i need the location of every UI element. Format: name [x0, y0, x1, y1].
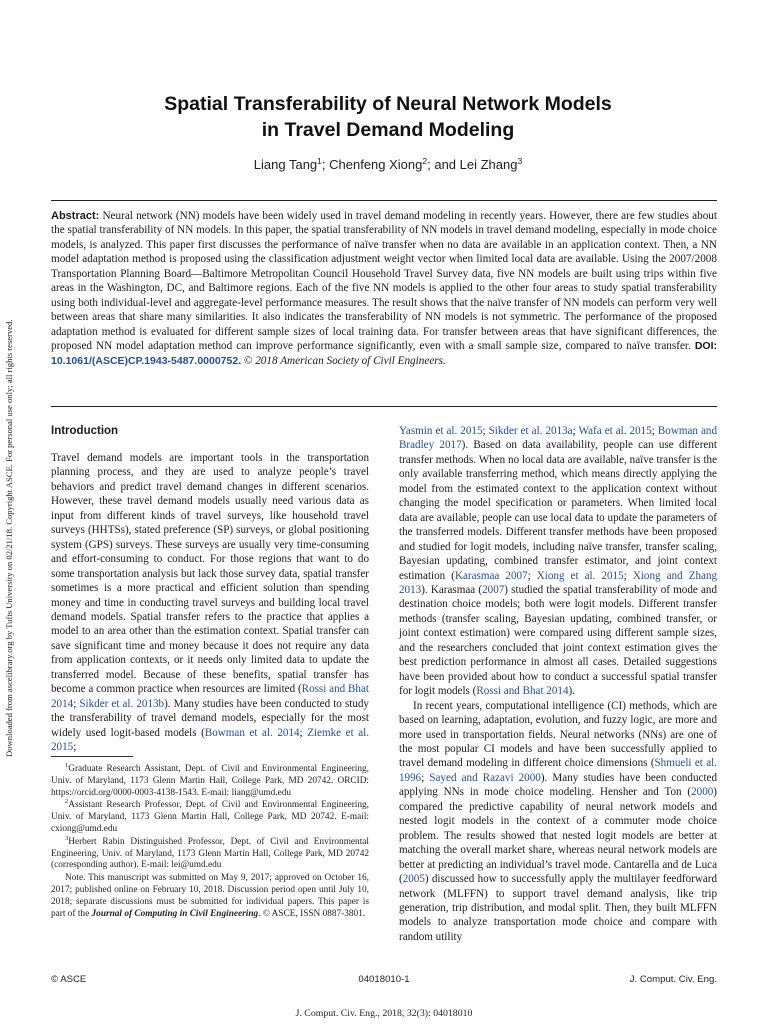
- body-text: ;: [527, 569, 537, 582]
- footnote-author-2: [51, 800, 369, 835]
- citation-link[interactable]: Bowman et al. 2014: [204, 726, 300, 739]
- author-name: Lei Zhang: [459, 157, 518, 172]
- abstract-top-rule: [51, 200, 717, 201]
- citation-line: J. Comput. Civ. Eng., 2018, 32(3): 04018010: [295, 1008, 473, 1019]
- doi-label: DOI:: [694, 340, 718, 353]
- citation-link[interactable]: Wafa et al. 2015: [578, 425, 652, 437]
- body-text: ;: [572, 425, 579, 437]
- paper-title: [60, 91, 716, 143]
- citation-link[interactable]: Sayed and Razavi 2000: [429, 771, 541, 784]
- abstract-copyright: © 2018 American Society of Civil Engineers.: [243, 354, 446, 367]
- author-separator: ;: [321, 157, 330, 172]
- body-text: ) compared the predictive capability of neural network models and nested logit models in the context of a commuter mode choice problem. The results showed that nested logit models are better at matching the overall market share, whereas neural network models are better at predicting an individual’s travel mode. Cantarella and de Luca (: [399, 786, 717, 886]
- journal-name: Journal of Computing in Civil Engineering: [91, 908, 259, 919]
- abstract-text: Neural network (NN) models have been widely used in travel demand modeling in recently years. However, there are few studies about the spatial transferability of NN models. In this paper, the spatial transferability of NN models in travel demand modeling, especially in mode choice models, is analyzed. This paper first discusses the performance of naïve transfer when no data are available in an application context. Then, a NN model adaptation method is proposed using the classification adjustment weight vector when limited local data are available. Using the 2007/2008 Transportation Planning Board—Baltimore Metropolitan Council Household Travel Survey data, five NN models are built using trips within five areas in the Washington, DC, and Baltimore regions. Each of the five NN models is applied to the other four areas to study spatial transferability using both individual-level and aggregate-level performance measures. The result shows that the naïve transfer of NN models can perform very well between areas that share many similarities. It also indicates the transferability of NN models is not symmetric. The performance of the proposed adaptation method is evaluated for different sample sizes of local training data. For transfer between areas that have significant differences, the proposed NN model adaptation method can improve performance significantly, even with a small sample size, compared to naïve transfer.: [51, 210, 717, 353]
- citation-link[interactable]: Rossi and Bhat 2014: [476, 685, 569, 698]
- citation-link[interactable]: Xiong et al. 2015: [536, 569, 624, 582]
- abstract-label: Abstract:: [51, 210, 100, 222]
- citation-link[interactable]: Bowman and Bradley 2017: [399, 425, 717, 452]
- download-notice: Downloaded from ascelibrary.org by Tufts University on 02/21/18. Copyright ASCE. For personal use only; all rights reserved.: [4, 319, 14, 757]
- author-affiliation-mark: 2: [422, 156, 428, 166]
- footnote-text: Assistant Research Professor, Dept. of Civil and Environmental Engineering, Univ. of Maryland, 1173 Glenn Martin Hall, College Park, MD 20742. E-mail: cxiong@umd.edu: [51, 800, 369, 834]
- footer-publisher: © ASCE: [51, 974, 87, 985]
- body-text: ). Many studies have been conducted to study the transferability of travel demand models, especially for the most widely used logit-based models (: [51, 697, 369, 739]
- footnotes: [51, 764, 369, 921]
- body-text: ;: [73, 697, 80, 710]
- author-list: [60, 156, 716, 174]
- page-footer: [51, 974, 717, 988]
- footer-page-id: 04018010-1: [358, 974, 410, 985]
- abstract: [51, 209, 717, 368]
- author-name: Liang Tang: [253, 157, 318, 172]
- section-heading-introduction: Introduction: [51, 425, 119, 437]
- body-text: ). Based on data availability, people can use different transfer methods. When no local data are available, naïve transfer is the only available transferring method, which means directly applying the model from the estimated context to the application context without changing the model specification or parameters. When limited local data are available, people can use local data to update the parameters of the transferred models. Different transfer methods have been proposed and studied for logit models, including naïve transfer, transfer scaling, Bayesian updating, combined transfer estimator, and joint context estimation (: [399, 439, 717, 582]
- body-text: ).: [568, 685, 575, 698]
- title-line-1: Spatial Transferability of Neural Network Models: [164, 93, 612, 115]
- abstract-bottom-rule: [51, 406, 717, 407]
- intro-paragraph-3: [399, 699, 717, 945]
- title-line-2: in Travel Demand Modeling: [261, 119, 515, 141]
- left-column: [51, 424, 369, 755]
- citation-link[interactable]: Shmueli et al. 1996: [399, 757, 717, 784]
- author-name: Chenfeng Xiong: [329, 157, 423, 172]
- citation-link[interactable]: Xiong and Zhang 2013: [399, 569, 718, 596]
- body-text: ;: [651, 425, 658, 437]
- author-separator: ; and: [427, 157, 460, 172]
- footnote-author-3: [51, 834, 369, 872]
- citation-link[interactable]: Yasmin et al. 2015: [399, 425, 483, 437]
- body-text: ;: [421, 771, 430, 784]
- body-text: ;: [73, 741, 77, 754]
- footnote-mark: 3: [65, 834, 69, 842]
- citation-link[interactable]: Ziemke et al. 2015: [51, 726, 369, 754]
- footnote-author-1: [51, 764, 369, 799]
- body-text: ;: [482, 425, 489, 437]
- citation-link[interactable]: 2005: [402, 873, 425, 886]
- body-text: ;: [623, 569, 633, 582]
- body-text: ) discussed how to successfully apply the multilayer feedforward network (MLFFN) to support travel demand analysis, like trip generation, trip distribution, and modal split. Then, they built MLFFN models to analyze transportation mode choice and compare with random utility: [399, 873, 717, 943]
- footnote-rule: [51, 756, 133, 757]
- body-text: ). Many studies have been conducted applying NNs in mode choice modeling. Hensher and Ton (: [399, 771, 717, 799]
- author-affiliation-mark: 1: [317, 156, 322, 166]
- doi-link[interactable]: 10.1061/(ASCE)CP.1943-5487.0000752.: [51, 354, 242, 367]
- citation-link[interactable]: Sikder et al. 2013a: [488, 425, 573, 437]
- body-text: ) studied the spatial transferability of mode and destination choice models; both were logit models. Different transfer methods (transfer scaling, Bayesian updating, combined transfer, or joint context estimation) were compared using different sample sizes, and the researchers concluded that joint context estimation gives the best prediction performance in almost all cases. Detailed suggestions have been provided about how to conduct a successful spatial transfer for logit models (: [399, 583, 718, 698]
- right-column: [399, 424, 717, 944]
- body-text: In recent years, computational intelligence (CI) methods, which are based on learning, adaptation, evolution, and fuzzy logic, are more and more used in transportation fields. Neural networks (NNs) are one of the most popular CI models and have been successfully applied to travel demand modeling in different choice dimensions (: [399, 699, 717, 770]
- citation-link[interactable]: 2000: [691, 786, 714, 799]
- footnote-mark: 2: [65, 798, 69, 806]
- body-text: ). Karasmaa (: [421, 583, 483, 596]
- footnote-text: Herbert Rabin Distinguished Professor, Dept. of Civil and Environmental Engineering, Univ. of Maryland, 1173 Glenn Martin Hall, College Park, MD 20742 (corresponding author). E-mail: lei@umd.edu: [51, 836, 369, 871]
- citation-link[interactable]: Sikder et al. 2013b: [79, 697, 165, 710]
- note-text: Note. This manuscript was submitted on May 9, 2017; approved on October 16, 2017; published online on February 10, 2018. Discussion period open until July 10, 2018; separate discussions must be submitted for individual papers. This paper is part of the: [51, 873, 369, 919]
- footer-journal: J. Comput. Civ. Eng.: [629, 974, 717, 985]
- note-text-end: . © ASCE, ISSN 0887-3801.: [258, 908, 366, 919]
- author-affiliation-mark: 3: [517, 156, 523, 166]
- citation-link[interactable]: Rossi and Bhat 2014: [51, 683, 369, 710]
- body-text: ;: [299, 726, 308, 739]
- intro-paragraph-1: [51, 451, 369, 755]
- intro-paragraph-2: [399, 424, 717, 699]
- footnote-mark: 1: [65, 762, 69, 769]
- body-text: Travel demand models are important tools in the transportation planning process, and they are used to analyze people’s travel behaviors and predict travel demand changes in different scenarios. However, these travel demand models usually need various data as input from different kinds of travel surveys, like household travel surveys (HHTSs), stated preference (SP) surveys, or global positioning system (GPS) surveys. These surveys are usually very time-consuming and effort-consuming to conduct. For those regions that want to do some transportation analysis but lack those survey data, spatial transfer sometimes is a more practical and efficient solution than spending money and time in conducting travel surveys and building local travel demand models. Spatial transfer refers to the practice that applies a model to an area other than the estimation context. Spatial transfer can save significant time and money because it does not require any data from application contexts, or it needs only limited data to update the transferred model. Because of these benefits, spatial transfer has become a common practice when resources are limited (: [51, 452, 369, 696]
- citation-link[interactable]: 2007: [482, 583, 505, 596]
- citation-link[interactable]: Karasmaa 2007: [454, 569, 528, 582]
- footnote-text: Graduate Research Assistant, Dept. of Civil and Environmental Engineering, Univ. of Maryland, 1173 Glenn Martin Hall, College Park, MD 20742. ORCID: https://orcid.org/0000-0003-4138-1543. E-mail: liang@umd.edu: [51, 764, 369, 798]
- submission-note: [51, 873, 369, 920]
